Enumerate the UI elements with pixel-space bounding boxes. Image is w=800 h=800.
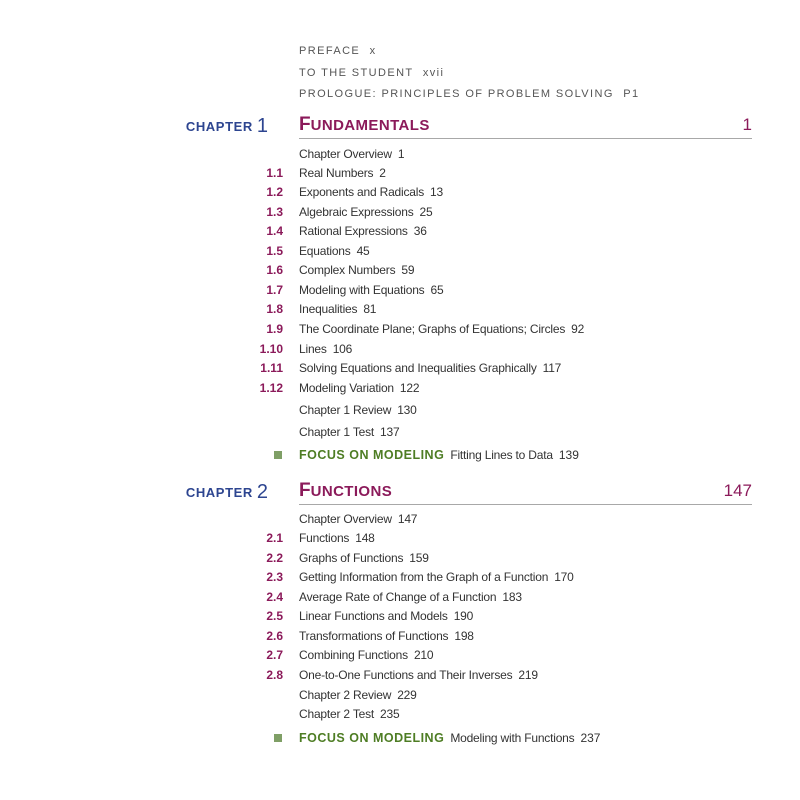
chapter-title-initial: F	[299, 114, 311, 135]
front-matter-to-the-student	[299, 66, 444, 80]
chapter-2-title	[299, 480, 392, 503]
section-number: 2.4	[266, 590, 283, 604]
section-number: 1.10	[259, 342, 283, 356]
chapter-overview	[0, 145, 800, 163]
square-bullet-icon	[274, 451, 282, 459]
front-matter-prologue	[299, 87, 640, 101]
section-title: Average Rate of Change of a Function 183	[299, 590, 522, 604]
section-number: 1.8	[266, 302, 283, 316]
chapter-number: 2	[256, 481, 268, 503]
section-number: 1.2	[266, 185, 283, 199]
section-title: Solving Equations and Inequalities Graphically 117	[299, 361, 562, 375]
front-matter-page: x	[369, 45, 377, 57]
section-number: 1.9	[266, 322, 283, 336]
section-title: Modeling Variation 122	[299, 381, 420, 395]
focus-title: Modeling with Functions	[450, 731, 575, 745]
front-matter-label: PROLOGUE: PRINCIPLES OF PROBLEM SOLVING	[299, 88, 614, 100]
chapter-2-rule	[299, 504, 752, 505]
section-title: The Coordinate Plane; Graphs of Equations; Circles 92	[299, 322, 585, 336]
section-number: 1.4	[266, 224, 283, 238]
section-row	[0, 300, 800, 318]
section-number: 1.6	[266, 263, 283, 277]
section-number: 1.5	[266, 244, 283, 258]
section-title: Complex Numbers 59	[299, 263, 415, 277]
section-number: 2.3	[266, 570, 283, 584]
focus-on-modeling-label: FOCUS ON MODELING Fitting Lines to Data 139	[299, 448, 579, 462]
section-row	[0, 549, 800, 567]
toc-entry: Chapter Overview 147	[299, 512, 418, 526]
section-row	[0, 588, 800, 606]
chapter-review	[0, 401, 800, 419]
focus-on-modeling-row	[0, 729, 800, 747]
front-matter-label: TO THE STUDENT	[299, 67, 414, 79]
chapter-number: 1	[256, 115, 268, 137]
chapter-title-rest: UNDAMENTALS	[310, 117, 430, 134]
section-row	[0, 646, 800, 664]
section-title: One-to-One Functions and Their Inverses 219	[299, 668, 538, 682]
section-title: Algebraic Expressions 25	[299, 205, 433, 219]
chapter-2-label	[186, 480, 268, 504]
chapter-title-rest: UNCTIONS	[310, 483, 393, 500]
toc-entry: Chapter 1 Test 137	[299, 425, 400, 439]
section-title: Linear Functions and Models 190	[299, 609, 474, 623]
section-row	[0, 203, 800, 221]
section-row	[0, 261, 800, 279]
section-number: 2.5	[266, 609, 283, 623]
section-number: 1.3	[266, 205, 283, 219]
chapter-1-title	[299, 114, 430, 137]
section-row	[0, 529, 800, 547]
focus-page: 237	[580, 731, 601, 745]
section-title: Graphs of Functions 159	[299, 551, 429, 565]
section-row	[0, 607, 800, 625]
chapter-word: CHAPTER	[185, 485, 253, 500]
section-row	[0, 183, 800, 201]
section-title: Rational Expressions 36	[299, 224, 427, 238]
chapter-1-page: 1	[742, 115, 752, 134]
section-row	[0, 164, 800, 182]
front-matter-preface	[299, 44, 377, 58]
section-title: Functions 148	[299, 531, 375, 545]
section-number: 2.1	[266, 531, 283, 545]
chapter-2-page: 147	[723, 481, 752, 500]
section-number: 2.2	[266, 551, 283, 565]
section-row	[0, 320, 800, 338]
section-number: 2.8	[266, 668, 283, 682]
section-title: Inequalities 81	[299, 302, 377, 316]
square-bullet-icon	[274, 734, 282, 742]
toc-entry: Chapter Overview 1	[299, 147, 405, 161]
toc-entry: Chapter 2 Review 229	[299, 688, 417, 702]
section-row	[0, 568, 800, 586]
chapter-overview	[0, 510, 800, 528]
front-matter-page: P1	[623, 88, 640, 100]
front-matter-label: PREFACE	[299, 45, 361, 57]
section-row	[0, 666, 800, 684]
focus-on-modeling-row	[0, 446, 800, 464]
section-row	[0, 222, 800, 240]
section-row	[0, 281, 800, 299]
section-number: 2.7	[266, 648, 283, 662]
section-row	[0, 242, 800, 260]
section-number: 1.7	[266, 283, 283, 297]
chapter-test	[0, 423, 800, 441]
section-row	[0, 379, 800, 397]
section-title: Real Numbers 2	[299, 166, 386, 180]
section-number: 1.11	[260, 361, 283, 375]
focus-on-modeling-label: FOCUS ON MODELING Modeling with Functions 237	[299, 731, 601, 745]
section-row	[0, 340, 800, 358]
chapter-title-initial: F	[299, 480, 311, 501]
chapter-1-label	[186, 114, 268, 138]
section-title: Getting Information from the Graph of a Function 170	[299, 570, 574, 584]
section-number: 1.1	[266, 166, 283, 180]
section-number: 2.6	[266, 629, 283, 643]
section-title: Combining Functions 210	[299, 648, 434, 662]
toc-entry: Chapter 1 Review 130	[299, 403, 417, 417]
section-title: Transformations of Functions 198	[299, 629, 474, 643]
chapter-1-rule	[299, 138, 752, 139]
section-number: 1.12	[259, 381, 283, 395]
chapter-word: CHAPTER	[185, 119, 253, 134]
front-matter-page: xvii	[422, 67, 445, 79]
section-title: Equations 45	[299, 244, 370, 258]
focus-title: Fitting Lines to Data	[450, 448, 553, 462]
chapter-test	[0, 705, 800, 723]
toc-entry: Chapter 2 Test 235	[299, 707, 400, 721]
chapter-review	[0, 686, 800, 704]
section-title: Modeling with Equations 65	[299, 283, 444, 297]
section-title: Lines 106	[299, 342, 353, 356]
section-row	[0, 359, 800, 377]
section-row	[0, 627, 800, 645]
focus-page: 139	[558, 448, 579, 462]
section-title: Exponents and Radicals 13	[299, 185, 443, 199]
